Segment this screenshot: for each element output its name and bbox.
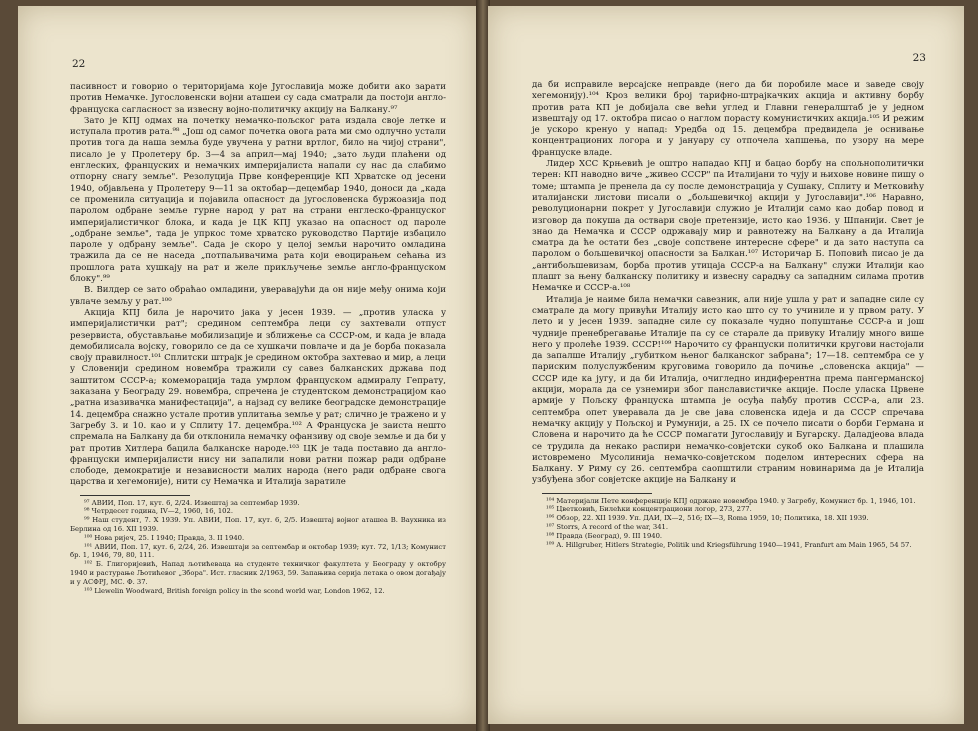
footnote-divider (542, 493, 652, 494)
paragraph: да би исправиле версајске неправде (него да би поробиле масе и заведе своју хегемонију).¹⁰⁴ Кроз велики број тарифно-штрајкачких акција и активну борбу против рата КП је добијала све већи углед и Главни генералштаб је у једном извештају од 17. октобра писао о наглом порасту комунистичких акција.¹⁰⁵ И режим је ускоро кренуо у напад: Уредба од 15. децембра предвидела је оснивање концентрационих логора и у јануару су отпочела хапшења, по узору на мере француске владе. (532, 80, 924, 158)
footnote: ¹⁰³ Llewelin Woodward, British foreign policy in the scond world war, London 1962, 12. (84, 586, 385, 595)
footnote: ¹⁰⁹ A. Hillgruber, Hitlers Strategie, Politik und Kriegsführung 1940—1941, Franfurt am Main 1965, 54 57. (546, 540, 912, 549)
left-text-column (70, 82, 446, 595)
footnote: ¹⁰⁴ Материјали Пете конференције КПЈ одржане новембра 1940. у Загребу, Комунист бр. 1, 1946, 101. (546, 496, 916, 505)
body-text (532, 80, 924, 487)
footnote: ¹⁰² Б. Глигоријевић, Напад љотићеваца на студенте техничког факултета у Београду у октобру 1940 и растурање Љотићевог „Збора". Ист. гласник 2/1963, 59. Запањива серија летака о овом догађају и у АСФРЈ, МС. Ф. 37. (70, 560, 446, 586)
paragraph: В. Вилдер се зато обраћао омладини, уверавајући да он није међу онима који увлаче земљу у рат.¹⁰⁰ (70, 285, 446, 307)
left-page (18, 6, 478, 724)
footnotes (70, 499, 446, 596)
footnote: ¹⁰⁵ Цветковић, Билећки концентрациони логор, 273, 277. (546, 505, 752, 514)
footnote: ¹⁰⁰ Нова ријеч, 25. I 1940; Правда, 3. II 1940. (84, 533, 245, 542)
body-text (70, 82, 446, 489)
page-number: 22 (72, 58, 86, 70)
right-page (488, 6, 964, 724)
footnote: ¹⁰⁷ Storrs, A record of the war, 341. (546, 523, 669, 532)
footnote-divider (80, 495, 190, 496)
paragraph: Италија је наиме била немачки савезник, али није ушла у рат и западне силе су сматрале да могу привући Италију исто као што су то учиниле и у првом рату. У лето и у јесен 1939. западне силе су показале чудно попуштање СССР-а и још чудније пренебрегавање Италије па су се старале да привуку Италију много више него у пролеће 1939. СССР!¹⁰⁹ Нарочито су француски политички кругови настојали да запалше Италију „губитком њеног балканског забрана"; 17—18. септембра се у париским полуслужбеним круговима говорило да почиње „словенска акција" — СССР иде ка југу, и да би Италија, очигледно индиферентна према пангерманској акцији, морала да се узнемири због панславистичке акције. После уласка Црвене армије у Пољску француска штампа је осуђа пађбу против СССР-а, али 23. септембра опет уверавала да је све јава словенска идеја и да СССР спречава немачку акцију у Пољској и Румунији, а 25. IX се почело писати о борби Германа и Словена и нарочито да ће СССР помагати Југославију и Бугарску. Даладјеова влада се трудила да некако распири немачко-совјетски сукоб око Балкана и плашила истовремено Мусолинија немачко-совјетском поделом интересних сфера на Балкану. У Риму су 26. септембра саопштили страним новинарима да је Италија узбуђена због совјетске акције на Балкану и (532, 294, 924, 486)
footnote: ⁹⁹ Наш студент, 7. X 1939. Уп. АВИИ, Поп. 17, кут. 6, 2/5. Извештај војног аташеа В. Ваухника из Берлина од 16. XII 1939. (70, 516, 446, 534)
paragraph: пасивност и говорио о територијама које Југославија може добити ако зарати против Немачке. Југословенски војни аташеи су сада сматрали да постоји англо-француска сагласност за извесну војно-политичку акцију на Балкану.⁹⁷ (70, 82, 446, 115)
right-text-column (532, 80, 924, 549)
footnotes (532, 497, 924, 550)
page-number: 23 (912, 52, 926, 64)
paragraph: Зато је КПЈ одмах на почетку немачко-пољског рата издала своје летке и иступала против рата.⁹⁸ „Још од самог почетка овога рата ми смо одлучно устали против тога да наша земља буде увучена у ратни вртлог, било на чијој страни", писало је у Пролетеру бр. 3—4 за април—мај 1940; „зато људи плаћени од енглеских, француских и немачких империјалиста напали су нас да слабимо отпорну снагу земље". Резолуција Прве конференције КП Хрватске од јесени 1940, објављена у Пролетеру 9—11 за октобар—децембар 1940, доноси да „када се променила ситуација и појавила опасност да југословенска буржоазија под паролом одбране земље гурне народ у рат на страни енглеско-француског империјалистичког блока, и када је ЦК КПЈ указао на опасност од пароле „одбране земље", тада је упркос томе хрватско руководство Партије избацило пароле у одбрану земље". Сада је скоро у целој земљи нарочито омладина тражила да се не наседа „потпаљивачима рата који евоцирањем сећањa из прошлога рата хушкају на рат и желе прикључење земље англо-француском блоку".⁹⁹ (70, 115, 446, 285)
footnote: ¹⁰¹ АВИИ, Поп. 17, кут. 6, 2/24, 26. Извештаји за септембар и октобар 1939; кут. 72, 1/13; Комунист бр. 1, 1946, 79, 80, 111. (70, 542, 446, 560)
footnote: ⁹⁷ АВИИ, Поп. 17, кут. 6, 2/24. Извештај за септембар 1939. (84, 498, 300, 507)
paragraph: Лидер ХСС Крњевић је оштро нападао КПЈ и бацао борбу на спољнополитички терен: КП наводно виче „живео СССР" па Италијани то чују и њихове новине пишу о томе; штампа је пренела да су после демонстрација у Сушаку, Сплиту и Метковићу италијански листови писали о „бољшевичкој акцији у Југославији".¹⁰⁶ Наравно, револуционарни покрет у Југославији служио је Италији само као добар повод и изговор да покуша да оствари своје претензије, исто као 1936. у Шпанији. Свет је знао да Немачка и СССР одржавају мир и равнотежу на Балкану а да Италија сматра да ће остати без „своје сопствене интересне сфере" и да зато наступа са паролом о бољшевичкој опасности за Балкан.¹⁰⁷ Историчар Б. Поповић писао је да „антибољшевизам, борба против утицаја СССР-а на Балкану" служи Италији као плашт за њену балканску политику и извесну сарадњу са западним силама против Немачке и СССР-а.¹⁰⁸ (532, 159, 924, 294)
footnote: ⁹⁸ Четрдесет година, IV—2, 1960, 16, 102. (84, 507, 233, 516)
paragraph: Акција КПЈ била је нарочито јака у јесен 1939. — „против уласка у империјалистички рат"; средином септембра леци су захтевали отпуст резервиста, обустављање мобилизације и зближење са СССР-ом, и када је влада демобилисала војску, говорило се да се хушкачи повлаче и да је борба показала своју правилност.¹⁰¹ Сплитски штрајк је средином октобра захтевао и мир, а леци у Словенији средином новембра тражили су савез балканских држава под заштитом СССР-а; комеморација тада умрлом француском адмиралу Гепрату, заказана у Београду 29. новембра, спречена је студентском демонстрацијом као „ратна изазивачка манифестација", а најзад су велике београдске демонстрације 14. децембра снажно устале против уплитања земље у рат; слично је тражено и у Загребу 3. и 10. као и у Сплиту 17. децембра.¹⁰² А Француска је заиста нешто спремала на Балкану да би отклонила немачку офанзиву од своје земље и да би у рат против Хитлера бацила балканске народе.¹⁰³ ЦК је тада поставио да англо-француски империјалисти нису ни запалили нови ратни пожар ради одбране слободе, демократије и независности малих народа (него ради одбране свога царства и хегемоније), нити су Немачка и Италија заратиле (70, 307, 447, 488)
footnote: ¹⁰⁸ Правда (Београд), 9. III 1940. (546, 531, 663, 540)
footnote: ¹⁰⁶ Обзор, 22. XII 1939. Уп. ДАИ, IX—2, 516; IX—3, Roma 1959, 10; Политика, 18. XII 1939. (546, 514, 869, 523)
